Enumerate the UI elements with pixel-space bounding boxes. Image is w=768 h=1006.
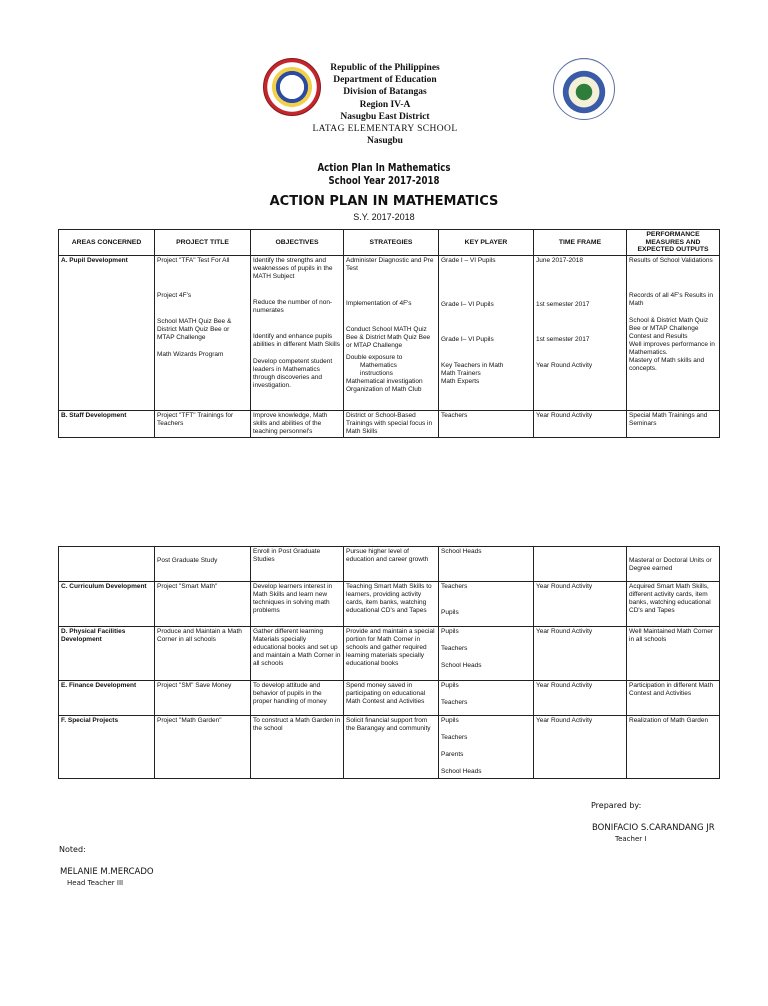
area-cell: C. Curriculum Development <box>59 582 155 627</box>
objective-cell: Improve knowledge, Math skills and abilities of the teaching personnel's <box>251 411 344 438</box>
cell-text: Math Wizards Program <box>157 351 224 358</box>
cell-text: Project "TFA" Test For All <box>157 257 230 264</box>
cell-text: Pupils <box>441 609 459 616</box>
column-header: TIME FRAME <box>534 230 627 256</box>
table-row-physical-facilities <box>59 627 720 681</box>
cell-text: Grade I– VI Pupils <box>441 301 494 308</box>
cell-text: Pupils <box>441 682 459 689</box>
table-row-post-graduate <box>59 547 720 582</box>
cell-text: Grade I – VI Pupils <box>441 257 496 264</box>
table-row-special-projects <box>59 716 720 779</box>
cell-text: School Heads <box>441 768 482 775</box>
cell-text: Double exposure to <box>346 354 403 361</box>
cell-text: Math Trainers <box>441 370 481 377</box>
strategy-cell: Spend money saved in participating on educational Math Contest and Activities <box>344 681 439 716</box>
prepared-by-position: Teacher I <box>615 835 647 843</box>
cell-text: Implementation of 4F's <box>346 300 412 307</box>
area-cell: D. Physical Facilities Development <box>59 627 155 681</box>
time-frame-cell: Year Round Activity <box>534 627 627 681</box>
cell-text: Mathematics <box>360 362 397 369</box>
cell-text: Reduce the number of non-numerates <box>253 299 333 314</box>
letterhead-line: Department of Education <box>333 75 437 86</box>
column-header: PERFORMANCE MEASURES AND EXPECTED OUTPUTS <box>627 230 720 256</box>
cell-text: June 2017-2018 <box>536 257 583 264</box>
cell-text: Mastery of Math skills and concepts. <box>629 357 705 372</box>
key-player-cell <box>439 627 534 681</box>
cell-text: Records of all 4F's Results in Math <box>629 292 713 307</box>
cell-text: 1st semester 2017 <box>536 301 590 308</box>
cell-text: Project 4F's <box>157 292 192 299</box>
school-seal-logo <box>553 58 615 120</box>
output-cell: Realization of Math Garden <box>627 716 720 779</box>
time-frame-cell <box>534 256 627 411</box>
cell-text: Grade I– VI Pupils <box>441 336 494 343</box>
table-row-finance <box>59 681 720 716</box>
area-cell <box>59 547 155 582</box>
area-cell: A. Pupil Development <box>59 256 155 411</box>
cell-text: Teachers <box>441 699 468 706</box>
cell-text: Mathematical investigation <box>346 378 423 385</box>
project-cell <box>155 256 251 411</box>
objective-cell: Enroll in Post Graduate Studies <box>251 547 344 582</box>
letterhead-line: Republic of the Philippines <box>330 63 440 73</box>
column-header: AREAS CONCERNED <box>59 230 155 256</box>
project-cell <box>155 547 251 582</box>
cell-text: Year Round Activity <box>536 362 593 369</box>
cell-text: instructions <box>360 370 393 377</box>
key-player-cell <box>439 256 534 411</box>
strategy-cell: Provide and maintain a special portion for Math Corner in schools and gather required learning materials specially educational books <box>344 627 439 681</box>
objective-cell: To construct a Math Garden in the school <box>251 716 344 779</box>
letterhead-line: Division of Batangas <box>343 87 427 98</box>
time-frame-cell: Year Round Activity <box>534 411 627 438</box>
cell-text: Administer Diagnostic and Pre Test <box>346 257 434 272</box>
cell-text: Key Teachers in Math <box>441 362 504 369</box>
cell-text: Pupils <box>441 717 459 724</box>
objective-cell: Develop learners interest in Math Skills and learn new techniques in solving math problems <box>251 582 344 627</box>
noted-by-name: MELANIE M.MERCADO <box>60 867 154 877</box>
cell-text: Teachers <box>441 583 468 590</box>
strategy-cell: Pursue higher level of education and career growth <box>344 547 439 582</box>
table-row-pupil-development <box>59 256 720 411</box>
cell-text: Math Experts <box>441 378 480 385</box>
time-frame-cell: Year Round Activity <box>534 582 627 627</box>
school-name: LATAG ELEMENTARY SCHOOL <box>312 124 458 135</box>
plan-title: Action Plan In Mathematics <box>317 162 451 174</box>
output-cell: Participation in different Math Contest and Activities <box>627 681 720 716</box>
cell-text: School MATH Quiz Bee & District Math Quiz Bee or MTAP Challenge <box>157 318 232 341</box>
plan-school-year: School Year 2017-2018 <box>328 175 440 187</box>
action-plan-table-page1 <box>58 229 720 438</box>
prepared-by-name: BONIFACIO S.CARANDANG JR <box>592 823 715 833</box>
area-cell: B. Staff Development <box>59 411 155 438</box>
cell-text: 1st semester 2017 <box>536 336 590 343</box>
letterhead-line: Nasugbu East District <box>340 111 430 122</box>
cell-text: Masteral or Doctoral Units or Degree earned <box>629 557 712 572</box>
project-cell: Project "TFT" Trainings for Teachers <box>155 411 251 438</box>
column-header: PROJECT TITLE <box>155 230 251 256</box>
area-cell: F. Special Projects <box>59 716 155 779</box>
project-cell: Project "Smart Math" <box>155 582 251 627</box>
time-frame-cell: Year Round Activity <box>534 681 627 716</box>
time-frame-cell <box>534 547 627 582</box>
key-player-cell: School Heads <box>439 547 534 582</box>
school-town: Nasugbu <box>367 136 403 147</box>
column-header: OBJECTIVES <box>251 230 344 256</box>
cell-text: Parents <box>441 751 464 758</box>
cell-text: Results of School Validations <box>629 257 713 264</box>
column-header: KEY PLAYER <box>439 230 534 256</box>
cell-text: Teachers <box>441 734 468 741</box>
cell-text: Pupils <box>441 628 459 635</box>
strategy-cell <box>344 256 439 411</box>
noted-by-position: Head Teacher III <box>67 879 124 887</box>
strategy-cell: Teaching Smart Math Skills to learners, providing activity cards, item banks, watching educational CD's and Tapes <box>344 582 439 627</box>
action-plan-table-page2 <box>58 546 720 779</box>
output-cell: Well Maintained Math Corner in all schools <box>627 627 720 681</box>
cell-text: Teachers <box>441 645 468 652</box>
output-cell <box>627 256 720 411</box>
area-cell: E. Finance Development <box>59 681 155 716</box>
letterhead-line: Region IV-A <box>359 99 411 110</box>
cell-text: School & District Math Quiz Bee or MTAP Challenge Contest and Results <box>629 317 709 340</box>
strategy-cell: Solicit financial support from the Barangay and community <box>344 716 439 779</box>
project-cell: Project "SM" Save Money <box>155 681 251 716</box>
strategy-cell: District or School-Based Trainings with special focus in Math Skills <box>344 411 439 438</box>
cell-text: Well improves performance in Mathematics. <box>629 341 715 356</box>
objective-cell: To develop attitude and behavior of pupils in the proper handling of money <box>251 681 344 716</box>
table-row-staff-development <box>59 411 720 438</box>
project-cell: Project "Math Garden" <box>155 716 251 779</box>
noted-label: Noted: <box>59 845 86 854</box>
cell-text: Post Graduate Study <box>157 557 218 564</box>
objective-cell: Gather different learning Materials specially educational books and set up and maintain a Math Corner in all schools <box>251 627 344 681</box>
letterhead <box>250 62 520 147</box>
cell-text: School Heads <box>441 662 482 669</box>
cell-text: Organization of Math Club <box>346 386 422 393</box>
cell-text: Conduct School MATH Quiz Bee & District Math Quiz Bee or MTAP Challenge <box>346 326 431 349</box>
cell-text: Develop competent student leaders in Mathematics through discoveries and investigation. <box>253 358 333 389</box>
key-player-cell: Teachers <box>439 411 534 438</box>
table-row-curriculum <box>59 582 720 627</box>
time-frame-cell: Year Round Activity <box>534 716 627 779</box>
cell-text: Identify and enhance pupils abilities in different Math Skills <box>253 333 340 348</box>
output-cell: Acquired Smart Math Skills, different activity cards, item banks, watching educational CD's and Tapes <box>627 582 720 627</box>
project-cell: Produce and Maintain a Math Corner in all schools <box>155 627 251 681</box>
key-player-cell <box>439 582 534 627</box>
key-player-cell <box>439 681 534 716</box>
plan-heading <box>302 162 466 188</box>
prepared-by-label: Prepared by: <box>591 801 642 810</box>
school-year-subtitle: S.Y. 2017-2018 <box>353 212 415 222</box>
output-cell <box>627 547 720 582</box>
table-header-row <box>59 230 720 256</box>
main-title: ACTION PLAN IN MATHEMATICS <box>269 194 499 209</box>
column-header: STRATEGIES <box>344 230 439 256</box>
output-cell: Special Math Trainings and Seminars <box>627 411 720 438</box>
key-player-cell <box>439 716 534 779</box>
cell-text: Identify the strengths and weaknesses of pupils in the MATH Subject <box>253 257 333 280</box>
objective-cell <box>251 256 344 411</box>
